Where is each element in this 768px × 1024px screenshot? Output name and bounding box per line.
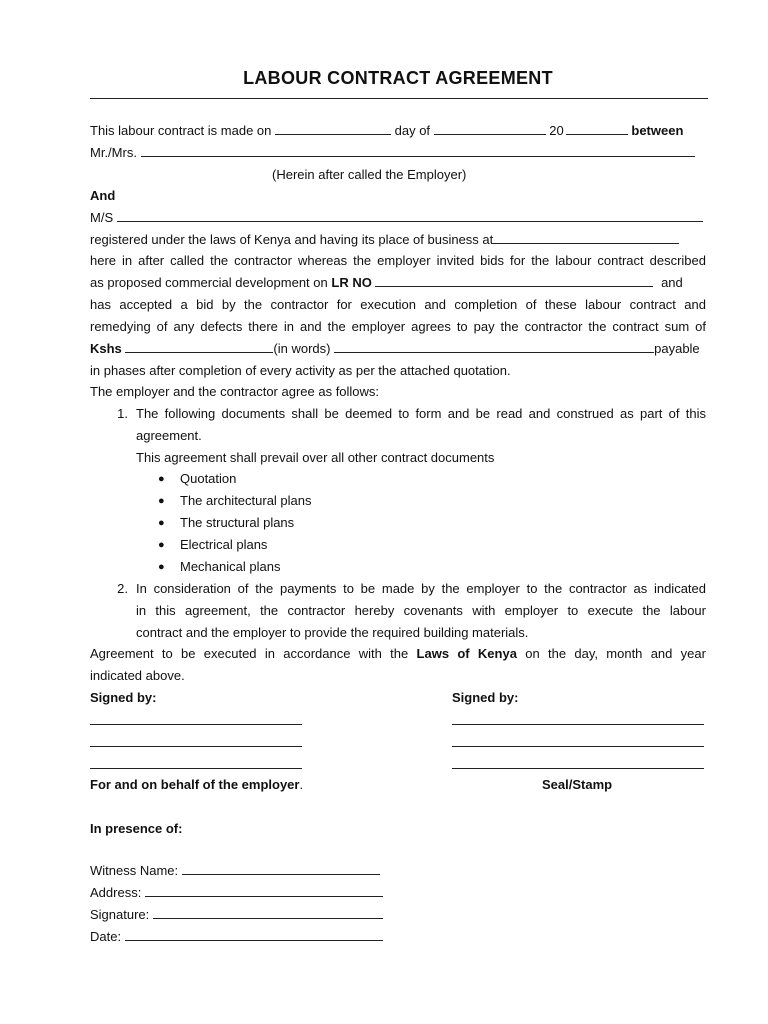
closing-post: on the day, month and year bbox=[525, 646, 706, 661]
witness-date-row bbox=[90, 928, 383, 946]
laws-of-kenya: Laws of Kenya bbox=[416, 646, 517, 661]
bullet-label: Mechanical plans bbox=[180, 559, 281, 574]
clause-2-line-2: in this agreement, the contractor hereby covenants with employer to execute the labour bbox=[136, 603, 706, 618]
clause-2-line-1: In consideration of the payments to be made by the employer to the contractor as indicated bbox=[136, 581, 706, 596]
witness-name-blank[interactable] bbox=[182, 862, 380, 875]
employer-signature-line[interactable] bbox=[90, 768, 302, 769]
proposed-text: as proposed commercial development on bbox=[90, 275, 328, 290]
title-divider bbox=[90, 98, 708, 99]
made-on-text: This labour contract is made on bbox=[90, 123, 272, 138]
bullet-item bbox=[90, 514, 294, 532]
intro-date-line bbox=[90, 122, 683, 140]
witness-address-label: Address: bbox=[90, 885, 142, 900]
clause-1-number: 1. bbox=[117, 406, 128, 421]
clause-1-line-1: The following documents shall be deemed to form and be read and construed as part of this bbox=[136, 406, 706, 421]
witness-date-label: Date: bbox=[90, 929, 122, 944]
lr-no-blank[interactable] bbox=[375, 274, 653, 287]
kshs-label: Kshs bbox=[90, 341, 122, 356]
employer-signed-by: Signed by: bbox=[90, 690, 157, 705]
employer-note: (Herein after called the Employer) bbox=[272, 167, 467, 182]
closing-pre: Agreement to be executed in accordance with the bbox=[90, 646, 409, 661]
bullet-item bbox=[90, 536, 267, 554]
bullet-label: Quotation bbox=[180, 471, 237, 486]
bullet-icon: ● bbox=[158, 561, 165, 573]
witness-signature-blank[interactable] bbox=[153, 906, 383, 919]
witness-address-row bbox=[90, 884, 383, 902]
between-text: between bbox=[631, 123, 684, 138]
amount-words-blank[interactable] bbox=[334, 340, 654, 353]
and-text: and bbox=[661, 275, 683, 290]
registered-text: registered under the laws of Kenya and having its place of business at bbox=[90, 232, 494, 247]
seal-stamp-label: Seal/Stamp bbox=[542, 777, 613, 792]
clause-1-line-2: agreement. bbox=[136, 428, 202, 443]
day-blank[interactable] bbox=[275, 122, 391, 135]
phases-line: in phases after completion of every activity as per the attached quotation. bbox=[90, 363, 511, 378]
employer-name-blank[interactable] bbox=[141, 144, 695, 157]
closing-line-1 bbox=[90, 645, 706, 663]
contractor-name-line bbox=[90, 209, 703, 227]
registered-line bbox=[90, 231, 679, 249]
accepted-line: has accepted a bid by the contractor for execution and completion of these labour contract and bbox=[90, 297, 706, 312]
amount-blank[interactable] bbox=[125, 340, 273, 353]
employer-footer-period: . bbox=[299, 777, 304, 792]
witness-date-blank[interactable] bbox=[125, 928, 383, 941]
year-prefix: 20 bbox=[549, 123, 564, 138]
clause-1-line-3: This agreement shall prevail over all other contract documents bbox=[136, 450, 495, 465]
witness-signature-label: Signature: bbox=[90, 907, 150, 922]
bullet-item bbox=[90, 558, 280, 576]
ms-label: M/S bbox=[90, 210, 114, 225]
contractor-signature-line[interactable] bbox=[452, 746, 704, 747]
bullet-label: Electrical plans bbox=[180, 537, 268, 552]
contractor-line: here in after called the contractor whereas the employer invited bids for the labour contract described bbox=[90, 253, 706, 268]
and-heading: And bbox=[90, 188, 116, 203]
employer-name-line bbox=[90, 144, 695, 162]
month-blank[interactable] bbox=[434, 122, 546, 135]
agree-line: The employer and the contractor agree as follows: bbox=[90, 384, 380, 399]
contractor-signature-line[interactable] bbox=[452, 724, 704, 725]
bullet-item bbox=[90, 492, 312, 510]
kshs-line bbox=[90, 340, 700, 358]
witness-name-label: Witness Name: bbox=[90, 863, 179, 878]
bullet-icon: ● bbox=[158, 539, 165, 551]
bullet-icon: ● bbox=[158, 495, 165, 507]
bullet-icon: ● bbox=[158, 517, 165, 529]
witness-name-row bbox=[90, 862, 380, 880]
payable-text: payable bbox=[654, 341, 700, 356]
clause-2-number: 2. bbox=[117, 581, 128, 596]
closing-line-2: indicated above. bbox=[90, 668, 185, 683]
proposed-line bbox=[90, 274, 683, 292]
document-title: LABOUR CONTRACT AGREEMENT bbox=[243, 68, 553, 88]
lr-no-label: LR NO bbox=[331, 275, 372, 290]
year-blank[interactable] bbox=[566, 122, 628, 135]
bullet-icon: ● bbox=[158, 473, 165, 485]
clause-2-line-3: contract and the employer to provide the required building materials. bbox=[136, 625, 529, 640]
bullet-label: The structural plans bbox=[180, 515, 295, 530]
employer-footer bbox=[90, 776, 303, 794]
witness-address-blank[interactable] bbox=[145, 884, 383, 897]
employer-signature-line[interactable] bbox=[90, 724, 302, 725]
day-of-text: day of bbox=[394, 123, 431, 138]
business-place-blank[interactable] bbox=[493, 231, 679, 244]
bullet-item bbox=[90, 470, 236, 488]
witness-signature-row bbox=[90, 906, 383, 924]
employer-footer-text: For and on behalf of the employer bbox=[90, 777, 300, 792]
remedying-line: remedying of any defects there in and the employer agrees to pay the contractor the contract sum of bbox=[90, 319, 706, 334]
in-words-label: (in words) bbox=[273, 341, 331, 356]
witness-heading: In presence of: bbox=[90, 821, 183, 836]
contractor-signature-line[interactable] bbox=[452, 768, 704, 769]
mr-mrs-label: Mr./Mrs. bbox=[90, 145, 137, 160]
bullet-label: The architectural plans bbox=[180, 493, 312, 508]
employer-signature-line[interactable] bbox=[90, 746, 302, 747]
contractor-signed-by: Signed by: bbox=[452, 690, 519, 705]
contractor-name-blank[interactable] bbox=[117, 209, 703, 222]
